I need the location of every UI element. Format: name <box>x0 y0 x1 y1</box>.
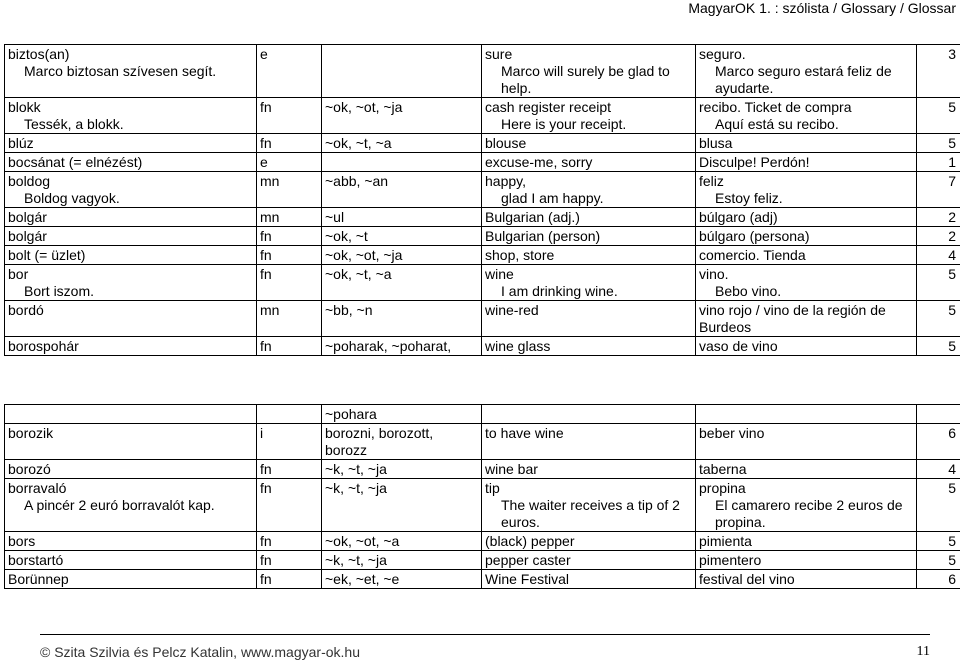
glossary-cell <box>696 479 917 532</box>
glossary-cell <box>5 227 257 246</box>
english-example: The waiter receives a tip of 2 euros. <box>501 497 680 530</box>
part-of-speech: fn <box>260 533 272 549</box>
glossary-cell <box>322 208 482 227</box>
glossary-cell <box>257 134 322 153</box>
glossary-cell <box>482 265 696 301</box>
glossary-cell <box>322 98 482 134</box>
english-meaning: shop, store <box>485 247 555 263</box>
headword: borozik <box>8 425 54 441</box>
word-forms: ~ok, ~t, ~a <box>325 266 392 282</box>
lesson-number: 2 <box>948 209 956 225</box>
glossary-cell <box>322 265 482 301</box>
part-of-speech: fn <box>260 135 272 151</box>
glossary-cell <box>322 405 482 424</box>
glossary-cell <box>5 424 257 460</box>
part-of-speech: fn <box>260 247 272 263</box>
glossary-cell <box>257 153 322 172</box>
english-meaning: excuse-me, sorry <box>485 154 593 170</box>
headword: bors <box>8 533 36 549</box>
glossary-cell <box>322 551 482 570</box>
part-of-speech: i <box>260 425 264 441</box>
word-forms: ~ok, ~ot, ~a <box>325 533 400 549</box>
glossary-cell <box>482 227 696 246</box>
glossary-row <box>5 45 960 98</box>
lesson-number: 1 <box>948 154 956 170</box>
hungarian-example: Marco biztosan szívesen segít. <box>24 63 217 79</box>
glossary-cell <box>696 265 917 301</box>
glossary-cell <box>5 134 257 153</box>
glossary-cell <box>257 551 322 570</box>
spanish-meaning: festival del vino <box>699 571 795 587</box>
glossary-cell <box>482 98 696 134</box>
glossary-cell <box>917 479 960 532</box>
glossary-cell <box>5 460 257 479</box>
english-meaning: sure <box>485 46 513 62</box>
glossary-cell <box>5 301 257 337</box>
glossary-row <box>5 265 960 301</box>
glossary-cell <box>696 134 917 153</box>
word-forms: ~ok, ~ot, ~ja <box>325 99 403 115</box>
part-of-speech: mn <box>260 209 280 225</box>
glossary-cell <box>917 45 960 98</box>
spanish-example: Estoy feliz. <box>715 190 783 206</box>
lesson-number: 2 <box>948 228 956 244</box>
spanish-meaning: búlgaro (persona) <box>699 228 810 244</box>
english-example: glad I am happy. <box>501 190 604 206</box>
glossary-cell <box>322 337 482 356</box>
english-meaning: Wine Festival <box>485 571 570 587</box>
part-of-speech: fn <box>260 461 272 477</box>
glossary-cell <box>482 246 696 265</box>
glossary-cell <box>696 460 917 479</box>
glossary-cell <box>917 246 960 265</box>
spanish-example: Marco seguro estará feliz de ayudarte. <box>715 63 892 96</box>
glossary-cell <box>696 424 917 460</box>
glossary-row <box>5 153 960 172</box>
glossary-cell <box>482 532 696 551</box>
glossary-cell <box>696 532 917 551</box>
part-of-speech: fn <box>260 552 272 568</box>
glossary-row <box>5 227 960 246</box>
spanish-meaning: taberna <box>699 461 747 477</box>
glossary-cell <box>696 45 917 98</box>
english-meaning: Bulgarian (person) <box>485 228 601 244</box>
english-example: Here is your receipt. <box>501 116 627 132</box>
glossary-row <box>5 172 960 208</box>
glossary-cell <box>482 337 696 356</box>
glossary-row <box>5 337 960 356</box>
glossary-cell <box>5 153 257 172</box>
glossary-row <box>5 246 960 265</box>
glossary-cell <box>5 45 257 98</box>
part-of-speech: fn <box>260 228 272 244</box>
glossary-cell <box>482 551 696 570</box>
glossary-cell <box>322 424 482 460</box>
english-example: I am drinking wine. <box>501 283 618 299</box>
glossary-cell <box>482 479 696 532</box>
spanish-meaning: vino. <box>699 266 729 282</box>
glossary-cell <box>696 172 917 208</box>
glossary-cell <box>917 134 960 153</box>
spanish-meaning: pimentero <box>699 552 762 568</box>
part-of-speech: fn <box>260 99 272 115</box>
copyright-text: © Szita Szilvia és Pelcz Katalin, www.magyar-ok.hu <box>40 644 360 660</box>
glossary-row <box>5 460 960 479</box>
glossary-row <box>5 479 960 532</box>
glossary-cell <box>696 153 917 172</box>
glossary-cell <box>5 551 257 570</box>
glossary-cell <box>322 532 482 551</box>
part-of-speech: fn <box>260 338 272 354</box>
word-forms: ~ok, ~ot, ~ja <box>325 247 403 263</box>
hungarian-example: Tessék, a blokk. <box>24 116 124 132</box>
english-meaning: pepper caster <box>485 552 571 568</box>
glossary-cell <box>5 246 257 265</box>
glossary-cell <box>917 265 960 301</box>
glossary-cell <box>482 172 696 208</box>
headword: borozó <box>8 461 51 477</box>
spanish-meaning: beber vino <box>699 425 765 441</box>
glossary-cell <box>257 98 322 134</box>
headword: bordó <box>8 302 44 318</box>
glossary-cell <box>696 246 917 265</box>
hungarian-example: A pincér 2 euró borravalót kap. <box>24 497 215 513</box>
part-of-speech: e <box>260 154 268 170</box>
footer-rule <box>40 634 930 635</box>
lesson-number: 5 <box>948 266 956 282</box>
hungarian-example: Boldog vagyok. <box>24 190 120 206</box>
glossary-cell <box>482 405 696 424</box>
word-forms: ~pohara <box>325 406 377 422</box>
word-forms: ~ek, ~et, ~e <box>325 571 400 587</box>
glossary-cell <box>482 570 696 589</box>
part-of-speech: fn <box>260 571 272 587</box>
lesson-number: 4 <box>948 247 956 263</box>
headword: boldog <box>8 173 51 189</box>
glossary-cell <box>322 246 482 265</box>
headword: bocsánat (= elnézést) <box>8 154 143 170</box>
english-example: Marco will surely be glad to help. <box>501 63 670 96</box>
glossary-cell <box>257 45 322 98</box>
glossary-cell <box>257 424 322 460</box>
glossary-cell <box>322 172 482 208</box>
english-meaning: to have wine <box>485 425 564 441</box>
glossary-cell <box>257 208 322 227</box>
glossary-cell <box>322 134 482 153</box>
lesson-number: 5 <box>948 338 956 354</box>
headword: bolgár <box>8 228 47 244</box>
spanish-meaning: blusa <box>699 135 733 151</box>
word-forms: ~abb, ~an <box>325 173 389 189</box>
word-forms: ~ok, ~t <box>325 228 368 244</box>
glossary-cell <box>257 570 322 589</box>
spanish-meaning: seguro. <box>699 46 746 62</box>
glossary-row <box>5 134 960 153</box>
glossary-cell <box>257 460 322 479</box>
glossary-row <box>5 570 960 589</box>
english-meaning: wine bar <box>485 461 538 477</box>
glossary-cell <box>917 172 960 208</box>
english-meaning: blouse <box>485 135 527 151</box>
english-meaning: tip <box>485 480 500 496</box>
glossary-cell <box>917 532 960 551</box>
english-meaning: cash register receipt <box>485 99 612 115</box>
lesson-number: 5 <box>948 302 956 318</box>
glossary-cell <box>322 227 482 246</box>
glossary-cell <box>917 551 960 570</box>
glossary-cell <box>322 570 482 589</box>
glossary-cell <box>5 265 257 301</box>
glossary-row <box>5 301 960 337</box>
spanish-meaning: vino rojo / vino de la región de Burdeos <box>699 302 886 335</box>
part-of-speech: fn <box>260 480 272 496</box>
headword: blúz <box>8 135 34 151</box>
word-forms: ~k, ~t, ~ja <box>325 480 387 496</box>
part-of-speech: mn <box>260 173 280 189</box>
spanish-meaning: vaso de vino <box>699 338 778 354</box>
glossary-cell <box>257 172 322 208</box>
glossary-cell <box>696 98 917 134</box>
glossary-cell <box>5 172 257 208</box>
lesson-number: 5 <box>948 480 956 496</box>
glossary-cell <box>5 570 257 589</box>
glossary-cell <box>917 153 960 172</box>
glossary-cell <box>5 208 257 227</box>
glossary-cell <box>917 405 960 424</box>
glossary-cell <box>257 337 322 356</box>
glossary-cell <box>322 460 482 479</box>
glossary-cell <box>482 208 696 227</box>
lesson-number: 5 <box>948 135 956 151</box>
glossary-cell <box>696 337 917 356</box>
headword: borospohár <box>8 338 79 354</box>
glossary-cell <box>322 153 482 172</box>
lesson-number: 5 <box>948 99 956 115</box>
english-meaning: wine-red <box>485 302 539 318</box>
glossary-cell <box>322 479 482 532</box>
glossary-cell <box>482 134 696 153</box>
spanish-meaning: pimienta <box>699 533 752 549</box>
word-forms: ~ok, ~t, ~a <box>325 135 392 151</box>
lesson-number: 5 <box>948 552 956 568</box>
headword: biztos(an) <box>8 46 70 62</box>
english-meaning: (black) pepper <box>485 533 575 549</box>
spanish-meaning: feliz <box>699 173 724 189</box>
word-forms: ~ul <box>325 209 345 225</box>
headword: borravaló <box>8 480 67 496</box>
glossary-row <box>5 532 960 551</box>
english-meaning: happy, <box>485 173 526 189</box>
spanish-example: El camarero recibe 2 euros de propina. <box>715 497 903 530</box>
headword: bolt (= üzlet) <box>8 247 86 263</box>
glossary-cell <box>5 337 257 356</box>
glossary-cell <box>917 208 960 227</box>
part-of-speech: e <box>260 46 268 62</box>
glossary-cell <box>917 227 960 246</box>
glossary-row <box>5 405 960 424</box>
english-meaning: wine glass <box>485 338 551 354</box>
lesson-number: 6 <box>948 571 956 587</box>
glossary-cell <box>257 265 322 301</box>
glossary-cell <box>696 227 917 246</box>
glossary-cell <box>917 98 960 134</box>
glossary-cell <box>257 479 322 532</box>
spanish-example: Bebo vino. <box>715 283 782 299</box>
glossary-table-2 <box>4 404 960 589</box>
glossary-row <box>5 98 960 134</box>
lesson-number: 5 <box>948 533 956 549</box>
spanish-meaning: recibo. Ticket de compra <box>699 99 852 115</box>
glossary-cell <box>696 405 917 424</box>
glossary-cell <box>5 98 257 134</box>
glossary-row <box>5 424 960 460</box>
glossary-cell <box>917 337 960 356</box>
glossary-cell <box>5 479 257 532</box>
glossary-row <box>5 208 960 227</box>
headword: blokk <box>8 99 41 115</box>
glossary-cell <box>482 301 696 337</box>
glossary-cell <box>257 405 322 424</box>
page-header: MagyarOK 1. : szólista / Glossary / Glossar <box>688 0 956 16</box>
glossary-cell <box>5 405 257 424</box>
part-of-speech: fn <box>260 266 272 282</box>
headword: bor <box>8 266 29 282</box>
spanish-meaning: comercio. Tienda <box>699 247 806 263</box>
headword: borstartó <box>8 552 64 568</box>
spanish-meaning: búlgaro (adj) <box>699 209 778 225</box>
lesson-number: 3 <box>948 46 956 62</box>
page-number: 11 <box>916 644 930 659</box>
glossary-cell <box>917 460 960 479</box>
part-of-speech: mn <box>260 302 280 318</box>
spanish-meaning: Disculpe! Perdón! <box>699 154 810 170</box>
glossary-cell <box>917 424 960 460</box>
glossary-cell <box>257 532 322 551</box>
glossary-cell <box>482 45 696 98</box>
glossary-cell <box>257 227 322 246</box>
hungarian-example: Bort iszom. <box>24 283 95 299</box>
glossary-cell <box>257 301 322 337</box>
glossary-table-1 <box>4 44 960 356</box>
spanish-meaning: propina <box>699 480 746 496</box>
glossary-cell <box>917 570 960 589</box>
lesson-number: 6 <box>948 425 956 441</box>
glossary-cell <box>917 301 960 337</box>
word-forms: ~poharak, ~poharat, <box>325 338 452 354</box>
glossary-cell <box>696 301 917 337</box>
glossary-cell <box>322 301 482 337</box>
headword: Borünnep <box>8 571 69 587</box>
english-meaning: wine <box>485 266 514 282</box>
glossary-cell <box>482 460 696 479</box>
headword: bolgár <box>8 209 47 225</box>
english-meaning: Bulgarian (adj.) <box>485 209 580 225</box>
glossary-cell <box>696 551 917 570</box>
word-forms: borozni, borozott, borozz <box>325 425 434 458</box>
glossary-cell <box>257 246 322 265</box>
glossary-row <box>5 551 960 570</box>
word-forms: ~k, ~t, ~ja <box>325 552 387 568</box>
glossary-cell <box>482 153 696 172</box>
lesson-number: 4 <box>948 461 956 477</box>
spanish-example: Aquí está su recibo. <box>715 116 839 132</box>
glossary-cell <box>322 45 482 98</box>
glossary-cell <box>482 424 696 460</box>
glossary-cell <box>696 570 917 589</box>
glossary-cell <box>696 208 917 227</box>
word-forms: ~k, ~t, ~ja <box>325 461 387 477</box>
lesson-number: 7 <box>948 173 956 189</box>
word-forms: ~bb, ~n <box>325 302 373 318</box>
glossary-cell <box>5 532 257 551</box>
